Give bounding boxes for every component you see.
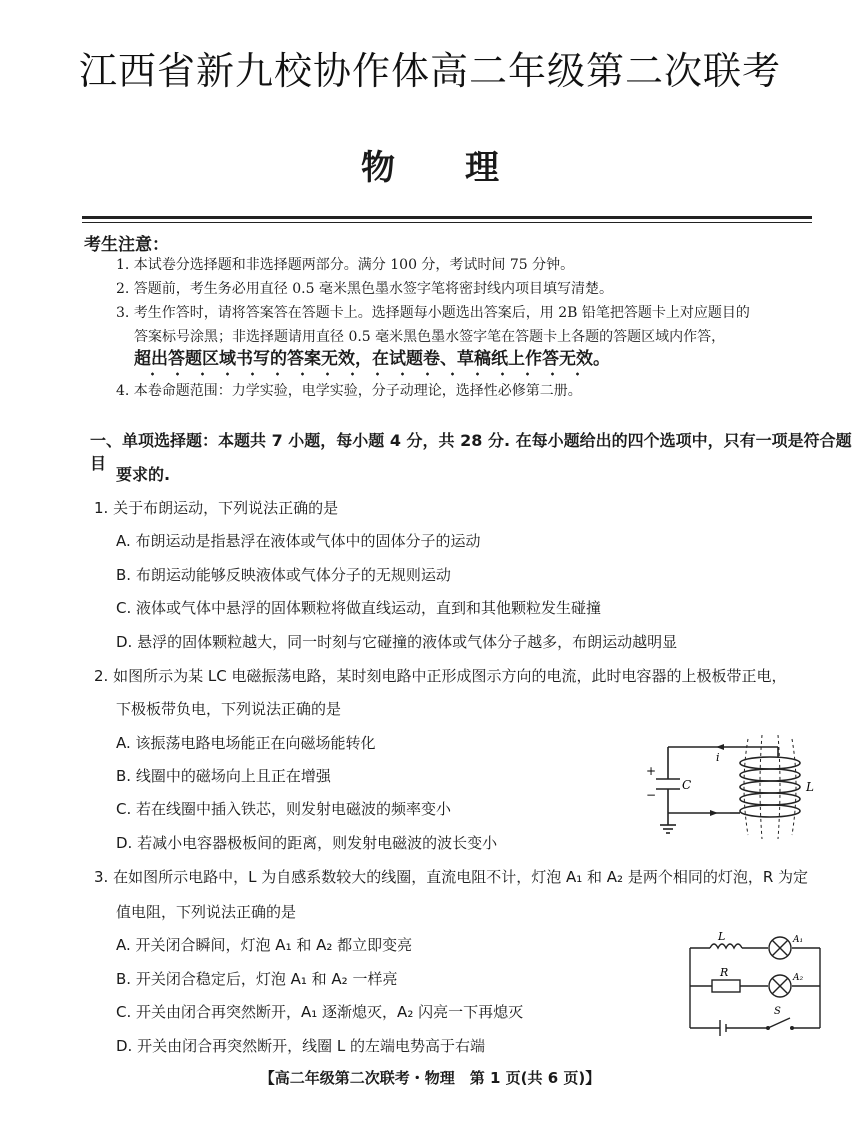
q2-option-a: A. 该振荡电路电场能正在向磁场能转化 — [116, 734, 376, 752]
inductor-label-l: L — [718, 930, 726, 943]
plus-sign: + — [646, 764, 657, 778]
subject-title: 物理 — [361, 148, 569, 188]
notice-item-3: 3. 考生作答时，请将答案答在答题卡上。选择题每小题选出答案后，用 2B 铅笔把答题卡上对应题目的 — [116, 305, 750, 321]
resistor-label: R — [720, 966, 729, 979]
lamp1-label: A₁ — [793, 935, 804, 945]
q2-stem-cont: 下极板带负电，下列说法正确的是 — [116, 700, 342, 718]
emphasis-dots — [140, 372, 590, 376]
divider-thin — [82, 222, 812, 223]
q3-stem-cont: 值电阻，下列说法正确的是 — [116, 903, 297, 921]
divider-thick — [82, 216, 812, 219]
notice-title: 考生注意： — [84, 235, 169, 255]
notice-item-3-emphasis: 超出答题区域书写的答案无效，在试题卷、草稿纸上作答无效。 — [134, 349, 610, 369]
current-arrow-bottom-icon — [710, 810, 718, 816]
q3-option-b: B. 开关闭合稳定后，灯泡 A₁ 和 A₂ 一样亮 — [116, 970, 398, 988]
q3-option-d: D. 开关由闭合再突然断开，线圈 L 的左端电势高于右端 — [116, 1037, 485, 1055]
notice-item-2: 2. 答题前，考生务必用直径 0.5 毫米黑色墨水签字笔将密封线内项目填写清楚。 — [116, 281, 613, 297]
q1-option-c: C. 液体或气体中悬浮的固体颗粒将做直线运动，直到和其他颗粒发生碰撞 — [116, 599, 602, 617]
exam-title: 江西省新九校协作体高二年级第二次联考 — [78, 49, 781, 93]
switch-label: S — [774, 1006, 781, 1017]
inductor-label: L — [806, 780, 814, 794]
minus-sign: − — [646, 788, 657, 802]
q3-option-a: A. 开关闭合瞬间，灯泡 A₁ 和 A₂ 都立即变亮 — [116, 936, 413, 954]
section-heading-cont: 要求的. — [116, 465, 171, 484]
q3-option-c: C. 开关由闭合再突然断开，A₁ 逐渐熄灭，A₂ 闪亮一下再熄灭 — [116, 1003, 524, 1021]
q2-option-b: B. 线圈中的磁场向上且正在增强 — [116, 767, 331, 785]
capacitor-label: C — [682, 778, 692, 792]
notice-item-1: 1. 本试卷分选择题和非选择题两部分。满分 100 分，考试时间 75 分钟。 — [116, 257, 575, 273]
q3-stem: 3. 在如图所示电路中，L 为自感系数较大的线圈，直流电阻不计，灯泡 A₁ 和 A₂ 是两个相同的灯泡，R 为定 — [94, 868, 809, 886]
q2-stem: 2. 如图所示为某 LC 电磁振荡电路，某时刻电路中正形成图示方向的电流，此时电容器的上极板带正电， — [94, 667, 787, 685]
q2-option-d: D. 若减小电容器极板间的距离，则发射电磁波的波长变小 — [116, 834, 498, 852]
current-arrow-top-icon — [716, 744, 724, 750]
lamp2-label: A₂ — [793, 973, 804, 983]
current-label: i — [716, 751, 720, 764]
page-footer: 【高二年级第二次联考・物理 第 1 页(共 6 页)】 — [259, 1069, 601, 1087]
q1-stem: 1. 关于布朗运动，下列说法正确的是 — [94, 499, 339, 517]
lc-circuit-figure — [640, 735, 830, 845]
notice-item-4: 4. 本卷命题范围：力学实验，电学实验，分子动理论，选择性必修第二册。 — [116, 383, 582, 399]
q2-option-c: C. 若在线圈中插入铁芯，则发射电磁波的频率变小 — [116, 800, 452, 818]
q1-option-a: A. 布朗运动是指悬浮在液体或气体中的固体分子的运动 — [116, 532, 481, 550]
lamp-circuit-figure — [680, 928, 830, 1043]
notice-item-3-cont: 答案标号涂黑；非选择题请用直径 0.5 毫米黑色墨水签字笔在答题卡上各题的答题区域内作答， — [134, 329, 726, 345]
q1-option-b: B. 布朗运动能够反映液体或气体分子的无规则运动 — [116, 566, 451, 584]
q1-option-d: D. 悬浮的固体颗粒越大，同一时刻与它碰撞的液体或气体分子越多，布朗运动越明显 — [116, 633, 678, 651]
section-heading: 一、单项选择题：本题共 7 小题，每小题 4 分，共 28 分. 在每小题给出的四个选项中，只有一项是符合题目 — [90, 431, 852, 473]
